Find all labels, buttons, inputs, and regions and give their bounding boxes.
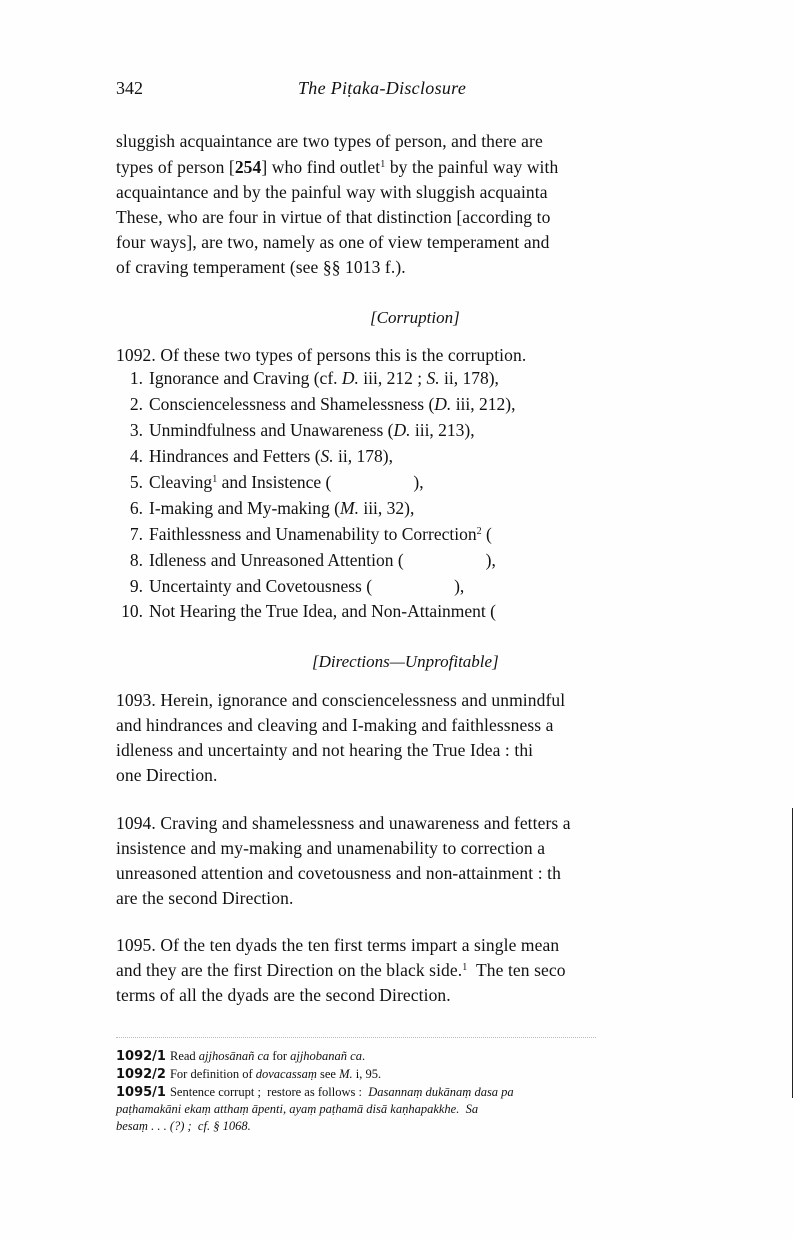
text-line xyxy=(116,812,571,834)
text-span: acquaintance and by the painful way with sluggish acquainta xyxy=(116,182,548,202)
footnote xyxy=(116,1118,251,1134)
footnote-italic-text: paṭhamakāni ekaṃ atthaṃ āpenti, ayaṃ paṭhamā disā kaṇhapakkhe. xyxy=(116,1102,460,1116)
text-span: terms of all the dyads are the second Direction. xyxy=(116,985,451,1005)
item-number: 7. xyxy=(129,524,143,544)
text-line xyxy=(116,689,565,711)
text-span: Herein, ignorance and consciencelessness and unmindful xyxy=(160,690,566,710)
footnote-italic-text: besaṃ . . . (?) ; cf. § 1068. xyxy=(116,1119,251,1133)
item-text: Hindrances and Fetters ( xyxy=(149,446,321,466)
item-number: 10. xyxy=(121,601,143,621)
footnote-text: For definition of xyxy=(169,1067,256,1081)
list-item xyxy=(113,446,393,467)
footnote-divider xyxy=(116,1037,596,1038)
item-text: Not Hearing the True Idea, and Non-Attainment ( xyxy=(149,601,497,621)
item-text: and Insistence ( xyxy=(217,472,332,492)
footnote-text: Sentence corrupt ; restore as follows : xyxy=(169,1085,369,1099)
item-text: ( xyxy=(481,524,492,544)
text-span: and they are the first Direction on the black side. xyxy=(116,960,463,980)
item-text: I-making and My-making ( xyxy=(149,498,340,518)
text-span: Of these two types of persons this is the corruption. xyxy=(160,345,527,365)
section-heading-directions: [Directions—Unprofitable] xyxy=(312,652,499,671)
paragraph-number: 1094. xyxy=(116,813,156,833)
footnote xyxy=(116,1101,478,1117)
text-span: Craving and shamelessness and unawareness and fetters a xyxy=(160,813,571,833)
list-item xyxy=(113,550,496,571)
text-span: by the painful way with xyxy=(385,157,559,177)
text-span: four ways], are two, namely as one of view temperament and xyxy=(116,232,550,252)
text-line xyxy=(116,862,561,884)
footnote-text: Read xyxy=(169,1049,199,1063)
section-heading-corruption: [Corruption] xyxy=(370,308,460,327)
text-span: of craving temperament (see §§ 1013 f.). xyxy=(116,257,406,277)
text-line xyxy=(116,959,566,981)
item-text: Uncertainty and Covetousness ( xyxy=(149,576,373,596)
list-item xyxy=(113,601,496,622)
list-item xyxy=(113,472,424,493)
text-span: types of person [ xyxy=(116,157,235,177)
page-number: 342 xyxy=(116,78,143,98)
list-item xyxy=(113,524,492,545)
item-number: 1. xyxy=(129,368,143,388)
footnote-text: i, 95. xyxy=(352,1067,382,1081)
citation: S. xyxy=(426,368,440,388)
item-text: ), xyxy=(413,472,424,492)
list-item xyxy=(113,576,464,597)
item-number: 3. xyxy=(129,420,143,440)
item-number: 2. xyxy=(129,394,143,414)
text-span: and hindrances and cleaving and I-making and faithlessness a xyxy=(116,715,554,735)
footnote-italic-text: Dasannaṃ dukānaṃ dasa pa xyxy=(368,1085,514,1099)
text-line xyxy=(116,714,554,736)
item-text: Faithlessness and Unamenability to Correction xyxy=(149,524,477,544)
page-reference: 254 xyxy=(234,157,262,177)
footnote-reference: 1095/1 xyxy=(116,1085,166,1100)
item-text: Cleaving xyxy=(149,472,213,492)
text-span: are the second Direction. xyxy=(116,888,294,908)
footnote-text: for xyxy=(269,1049,291,1063)
text-line xyxy=(116,934,559,956)
footnote-italic-text: dovacassaṃ xyxy=(255,1067,317,1081)
footnote-marker: 1 xyxy=(462,962,468,973)
text-line xyxy=(116,764,218,786)
text-line xyxy=(116,130,543,152)
footnote-text: see xyxy=(316,1067,340,1081)
item-text: iii, 32), xyxy=(358,498,415,518)
text-span: one Direction. xyxy=(116,765,218,785)
text-line xyxy=(116,231,549,253)
item-text: ), xyxy=(454,576,465,596)
text-span: These, who are four in virtue of that distinction [according to xyxy=(116,207,551,227)
list-item xyxy=(113,394,515,415)
list-item xyxy=(113,498,414,519)
list-item xyxy=(113,420,475,441)
item-number: 8. xyxy=(129,550,143,570)
footnote-italic-text: Sa xyxy=(465,1102,479,1116)
text-line xyxy=(116,206,550,228)
footnote-marker: 1 xyxy=(212,474,218,485)
item-text: Idleness and Unreasoned Attention ( xyxy=(149,550,404,570)
footnote-text: . xyxy=(361,1049,366,1063)
footnote-marker: 2 xyxy=(476,526,482,537)
paragraph-number: 1095. xyxy=(116,935,156,955)
list-item xyxy=(113,368,499,389)
item-number: 4. xyxy=(129,446,143,466)
footnote-italic-text: ajjhobanañ ca xyxy=(290,1049,362,1063)
citation: D. xyxy=(393,420,411,440)
item-text: Ignorance and Craving (cf. xyxy=(149,368,342,388)
footnote-marker: 1 xyxy=(380,159,386,170)
item-text: ii, 178), xyxy=(333,446,393,466)
text-line xyxy=(116,181,548,203)
item-text: iii, 212), xyxy=(451,394,516,414)
citation: D. xyxy=(341,368,359,388)
text-span: The ten seco xyxy=(467,960,566,980)
paragraph-1092-intro xyxy=(116,344,526,366)
footnote xyxy=(116,1066,381,1083)
footnote-italic-text: ajjhosānañ ca xyxy=(198,1049,270,1063)
footnote-reference: 1092/1 xyxy=(116,1049,166,1064)
running-title: The Piṭaka-Disclosure xyxy=(298,78,467,98)
item-text: Consciencelessness and Shamelessness ( xyxy=(149,394,435,414)
text-line xyxy=(116,837,545,859)
text-span: unreasoned attention and covetousness and non-attainment : th xyxy=(116,863,561,883)
text-span: insistence and my-making and unamenability to correction a xyxy=(116,838,546,858)
text-line xyxy=(116,984,451,1006)
text-span: Of the ten dyads the ten first terms impart a single mean xyxy=(160,935,560,955)
text-line xyxy=(116,156,558,178)
footnote-italic-text: M. xyxy=(339,1067,353,1081)
item-text: iii, 213), xyxy=(410,420,475,440)
citation: M. xyxy=(340,498,359,518)
text-line xyxy=(116,256,406,278)
text-span: idleness and uncertainty and not hearing the True Idea : thi xyxy=(116,740,534,760)
paragraph-number: 1092. xyxy=(116,345,156,365)
footnote xyxy=(116,1084,514,1101)
footnote xyxy=(116,1048,365,1065)
text-line xyxy=(116,887,293,909)
item-number: 5. xyxy=(129,472,143,492)
item-text: Unmindfulness and Unawareness ( xyxy=(149,420,394,440)
item-text: iii, 212 ; xyxy=(358,368,427,388)
item-number: 6. xyxy=(129,498,143,518)
paragraph-number: 1093. xyxy=(116,690,156,710)
item-number: 9. xyxy=(129,576,143,596)
text-span: sluggish acquaintance are two types of person, and there are xyxy=(116,131,543,151)
citation: D. xyxy=(434,394,452,414)
citation: S. xyxy=(320,446,334,466)
footnote-reference: 1092/2 xyxy=(116,1067,166,1082)
item-text: ii, 178), xyxy=(439,368,499,388)
item-text: ), xyxy=(485,550,496,570)
text-line xyxy=(116,739,533,761)
text-span: ] who find outlet xyxy=(261,157,381,177)
